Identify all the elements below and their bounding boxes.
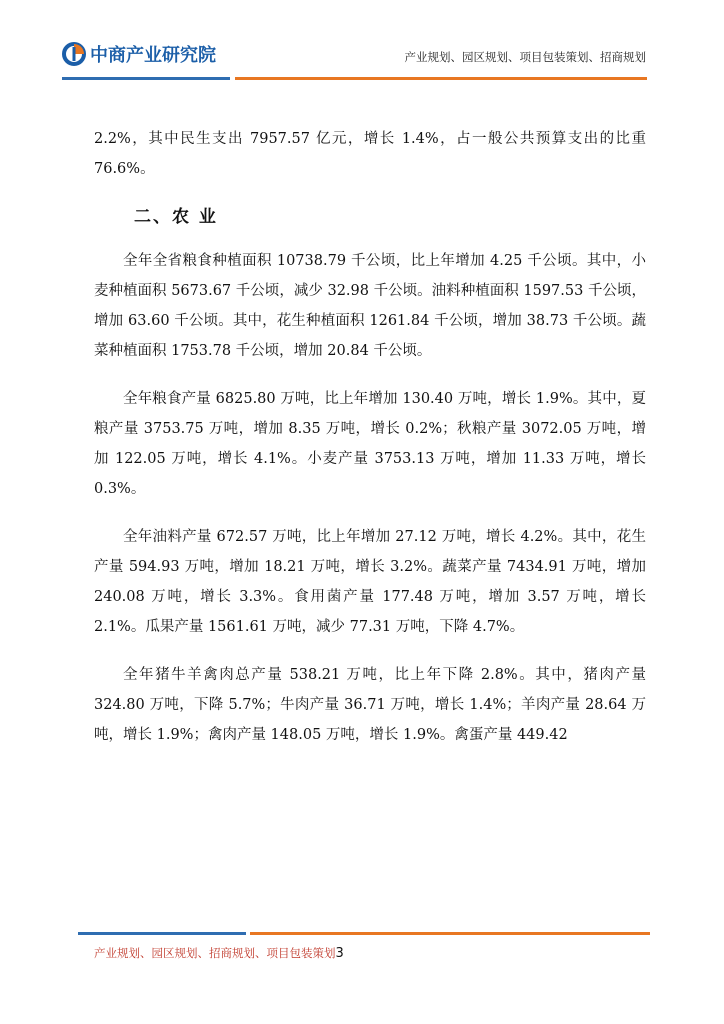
page-number: 3 [335,946,344,961]
header-divider-orange [235,77,647,80]
document-body [94,124,646,768]
header-divider-blue [62,77,230,80]
paragraph-planting-area: 全年全省粮食种植面积 10738.79 千公顷，比上年增加 4.25 千公顷。其中，小麦种植面积 5673.67 千公顷，减少 32.98 千公顷。油料种植面积 1597.53 千公顷，增加 63.60 千公顷。其中，花生种植面积 1261.84 千公顷，增加 38.73 千公顷。蔬菜种植面积 1753.78 千公顷，增加 20.84 千公顷。 [94,253,646,359]
header-tagline: 产业规划、园区规划、项目包装策划、招商规划 [404,50,646,64]
footer-text: 产业规划、园区规划、招商规划、项目包装策划 [94,946,336,960]
logo [62,40,216,68]
footer-divider-blue [78,932,246,935]
section-title-agriculture: 二、农 业 [134,207,218,227]
page-header [0,0,724,90]
paragraph-fiscal-continued: 2.2%，其中民生支出 7957.57 亿元，增长 1.4%，占一般公共预算支出的比重 76.6%。 [94,131,646,177]
paragraph-meat-output: 全年猪牛羊禽肉总产量 538.21 万吨，比上年下降 2.8%。其中，猪肉产量 324.80 万吨，下降 5.7%；牛肉产量 36.71 万吨，增长 1.4%；羊肉产量 28.64 万吨，增长 1.9%；禽肉产量 148.05 万吨，增长 1.9%。禽蛋产量 449.42 [94,667,646,743]
paragraph-grain-output: 全年粮食产量 6825.80 万吨，比上年增加 130.40 万吨，增长 1.9%。其中，夏粮产量 3753.75 万吨，增加 8.35 万吨，增长 0.2%；秋粮产量 3072.05 万吨，增加 122.05 万吨，增长 4.1%。小麦产量 3753.13 万吨，增加 11.33 万吨，增长 0.3%。 [94,391,646,497]
footer-divider-orange [250,932,650,935]
logo-icon [62,42,86,66]
logo-text: 中商产业研究院 [90,45,216,66]
paragraph-oil-vegetables: 全年油料产量 672.57 万吨，比上年增加 27.12 万吨，增长 4.2%。其中，花生产量 594.93 万吨，增加 18.21 万吨，增长 3.2%。蔬菜产量 7434.91 万吨，增加 240.08 万吨，增长 3.3%。食用菌产量 177.48 万吨，增加 3.57 万吨，增长 2.1%。瓜果产量 1561.61 万吨，减少 77.31 万吨，下降 4.7%。 [94,529,646,635]
page-footer [94,945,344,961]
